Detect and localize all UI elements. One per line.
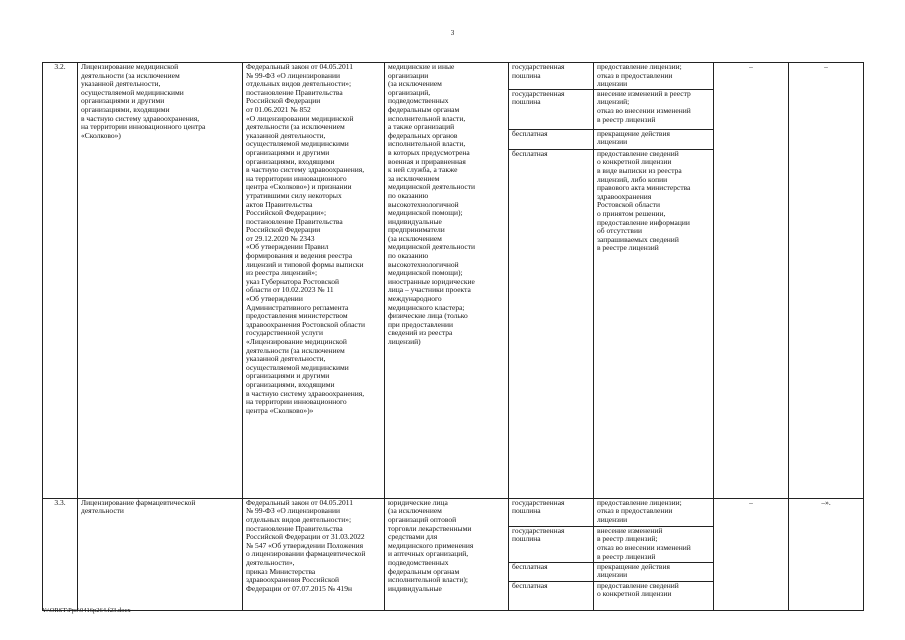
row-number: 3.2. — [43, 63, 78, 499]
table-row — [43, 498, 864, 526]
file-path-footer: Y:\ORST\Ppo\0416p264.f23.docx — [42, 607, 131, 614]
fee-cell: государственная пошлина — [509, 498, 594, 526]
result-cell: внесение изменений в реестр лицензий; отказ во внесении изменений в реестр лицензий — [594, 526, 714, 562]
applicants-cell: медицинские и иные организации (за исключением организаций, подведомственных федеральным органам исполнительной власти, а также организаций федеральных органов исполнительной власти, в которых предусмотрена военная и приравненная к ней служба, а также за исключением медицинской деятельности по оказанию высокотехнологичной медицинской помощи); индивидуальные предприниматели (за исключением медицинской деятельности по оказанию высокотехнологичной медицинской помощи); иностранные юридические лица – участники проекта международного медицинского кластера; физические лица (только при предоставлении сведений из реестра лицензий) — [385, 63, 509, 499]
legal-basis-cell: Федеральный закон от 04.05.2011 № 99-ФЗ «О лицензировании отдельных видов деятельности»; постановление Правительства Российской Федерации от 01.06.2021 № 852 «О лицензировании медицинской деятельности (за исключением указанной деятельности, осуществляемой медицинскими организациями и другими организациями, входящими в частную систему здравоохранения, на территории инновационного центра «Сколково») и признании утратившими силу некоторых актов Правительства Российской Федерации»; постановление Правительства Российской Федерации от 29.12.2020 № 2343 «Об утверждении Правил формирования и ведения реестра лицензий и типовой формы выписки из реестра лицензий»; указ Губернатора Ростовской области от 10.02.2023 № 11 «Об утверждении Административного регламента предоставления министерством здравоохранения Ростовской области государственной услуги «Лицензирование медицинской деятельности (за исключением указанной деятельности, осуществляемой медицинскими организациями и другими организациями, входящими в частную систему здравоохранения, на территории инновационного центра «Сколково»)» — [243, 63, 385, 499]
result-cell: предоставление сведений о конкретной лицензии в виде выписки из реестра лицензий, либо копии правового акта министерства здравоохранения Ростовской области о принятом решении, предоставление информации об отсутствии запрашиваемых сведений в реестре лицензий — [594, 149, 714, 498]
services-table — [42, 62, 864, 611]
activity-cell: Лицензирование фармацевтической деятельности — [78, 498, 243, 610]
row-number: 3.3. — [43, 498, 78, 610]
fee-cell: бесплатная — [509, 129, 594, 149]
result-cell: предоставление лицензии; отказ в предоставлении лицензии — [594, 63, 714, 90]
activity-cell: Лицензирование медицинской деятельности (за исключением указанной деятельности, осуществляемой медицинскими организациями и другими организациями, входящими в частную систему здравоохранения, на территории инновационного центра «Сколково») — [78, 63, 243, 499]
col8-cell: – — [789, 63, 864, 499]
fee-cell: государственная пошлина — [509, 526, 594, 562]
result-cell: внесение изменений в реестр лицензий; отказ во внесении изменений в реестр лицензий — [594, 89, 714, 129]
page-number: 3 — [450, 29, 455, 37]
col7-cell: – — [714, 63, 789, 499]
result-cell: предоставление лицензии; отказ в предоставлении лицензии — [594, 498, 714, 526]
result-cell: прекращение действия лицензии — [594, 562, 714, 581]
fee-cell: государственная пошлина — [509, 63, 594, 90]
col7-cell: – — [714, 498, 789, 610]
fee-cell: бесплатная — [509, 562, 594, 581]
result-cell: прекращение действия лицензии — [594, 129, 714, 149]
applicants-cell: юридические лица (за исключением организаций оптовой торговли лекарственными средствами для медицинского применения и аптечных организаций, подведомственных федеральным органам исполнительной власти); индивидуальные — [385, 498, 509, 610]
legal-basis-cell: Федеральный закон от 04.05.2011 № 99-ФЗ «О лицензировании отдельных видов деятельности»; постановление Правительства Российской Федерации от 31.03.2022 № 547 «Об утверждении Положения о лицензировании фармацевтической деятельности», приказ Министерства здравоохранения Российской Федерации от 07.07.2015 № 419н — [243, 498, 385, 610]
fee-cell: бесплатная — [509, 149, 594, 498]
fee-cell: бесплатная — [509, 581, 594, 610]
result-cell: предоставление сведений о конкретной лицензии — [594, 581, 714, 610]
fee-cell: государственная пошлина — [509, 89, 594, 129]
table-row — [43, 63, 864, 90]
col8-cell: –». — [789, 498, 864, 610]
